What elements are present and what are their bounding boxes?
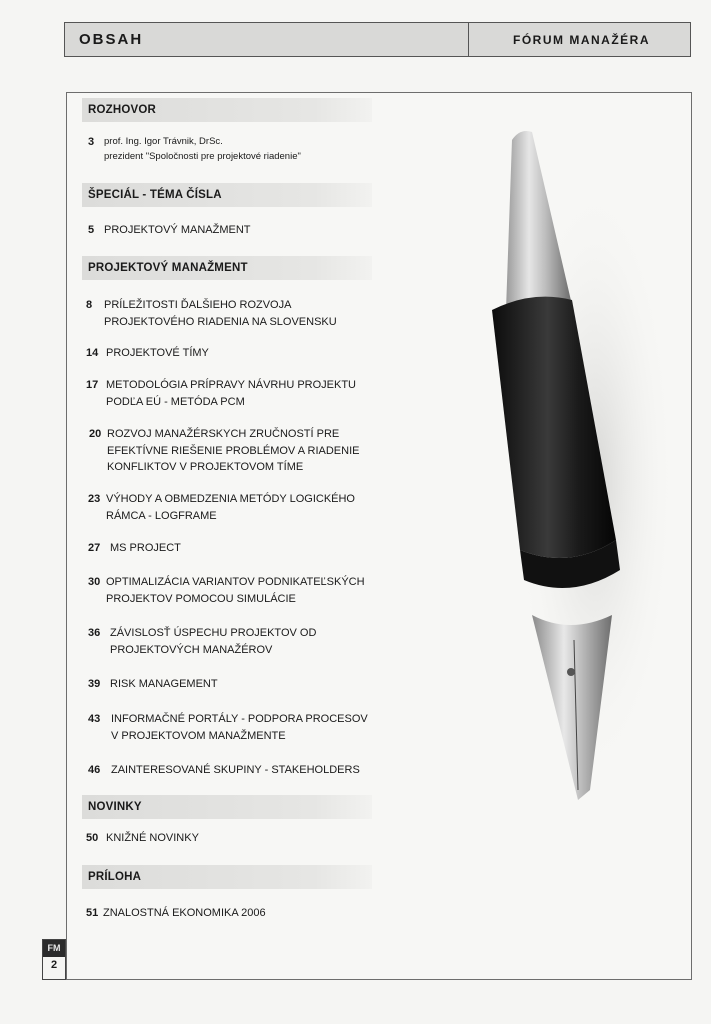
header-divider [468,23,469,56]
entry-title: ROZVOJ MANAŽÉRSKYCH ZRUČNOSTÍ PRE EFEKTÍVNE RIEŠENIE PROBLÉMOV A RIADENIE KONFLIKTOV V PROJEKTOVOM TÍME [107,428,360,473]
page-number: 46 [88,764,101,776]
entry-title: MS PROJECT [110,542,181,554]
entry-title: prof. Ing. Igor Trávnik, DrSc. prezident "Spoločnosti pre projektové riadenie" [104,136,301,162]
entry-title: KNIŽNÉ NOVINKY [106,832,199,844]
page-number: 39 [88,678,101,690]
page-number: 50 [86,832,99,844]
entry-title: PRÍLEŽITOSTI ĎALŠIEHO ROZVOJA PROJEKTOVÉHO RIADENIA NA SLOVENSKU [104,299,337,328]
section-heading-special: ŠPECIÁL - TÉMA ČÍSLA [82,183,372,207]
entry-title: PROJEKTOVÝ MANAŽMENT [104,224,251,236]
page-number: 27 [88,542,101,554]
page-number: 51 [86,907,99,919]
section-heading-news: NOVINKY [82,795,372,819]
fountain-pen-image [420,100,690,820]
page-header [64,22,691,57]
entry-title: ZNALOSTNÁ EKONOMIKA 2006 [103,907,266,919]
entry-title: ZÁVISLOSŤ ÚSPECHU PROJEKTOV OD PROJEKTOVÝCH MANAŽÉROV [110,627,317,656]
page-badge [42,939,66,980]
entry-title: RISK MANAGEMENT [110,678,218,690]
section-title: OBSAH [79,31,144,48]
magazine-logo: FM [43,940,65,957]
page-number: 14 [86,347,99,359]
section-heading-rozhovor: ROZHOVOR [82,98,372,122]
page-number: 30 [88,576,101,588]
page-number: 17 [86,379,99,391]
entry-title: OPTIMALIZÁCIA VARIANTOV PODNIKATEĽSKÝCH PROJEKTOV POMOCOU SIMULÁCIE [106,576,365,605]
section-heading-appendix: PRÍLOHA [82,865,372,889]
page-number: 23 [88,493,101,505]
page-number-badge: 2 [50,959,58,971]
page-number: 3 [88,136,95,148]
entry-title: PROJEKTOVÉ TÍMY [106,347,209,359]
entry-title: VÝHODY A OBMEDZENIA METÓDY LOGICKÉHO RÁMCA - LOGFRAME [106,493,355,522]
section-heading-project-management: PROJEKTOVÝ MANAŽMENT [82,256,372,280]
page-number: 5 [88,224,95,236]
page-number: 8 [86,299,93,311]
magazine-title: FÓRUM MANAŽÉRA [513,33,650,47]
page-number: 43 [88,713,101,725]
entry-title: ZAINTERESOVANÉ SKUPINY - STAKEHOLDERS [111,764,360,776]
entry-title: INFORMAČNÉ PORTÁLY - PODPORA PROCESOV V PROJEKTOVOM MANAŽMENTE [111,713,368,742]
page-number: 20 [89,428,102,440]
page-number: 36 [88,627,101,639]
entry-title: METODOLÓGIA PRÍPRAVY NÁVRHU PROJEKTU PODĽA EÚ - METÓDA PCM [106,379,356,408]
